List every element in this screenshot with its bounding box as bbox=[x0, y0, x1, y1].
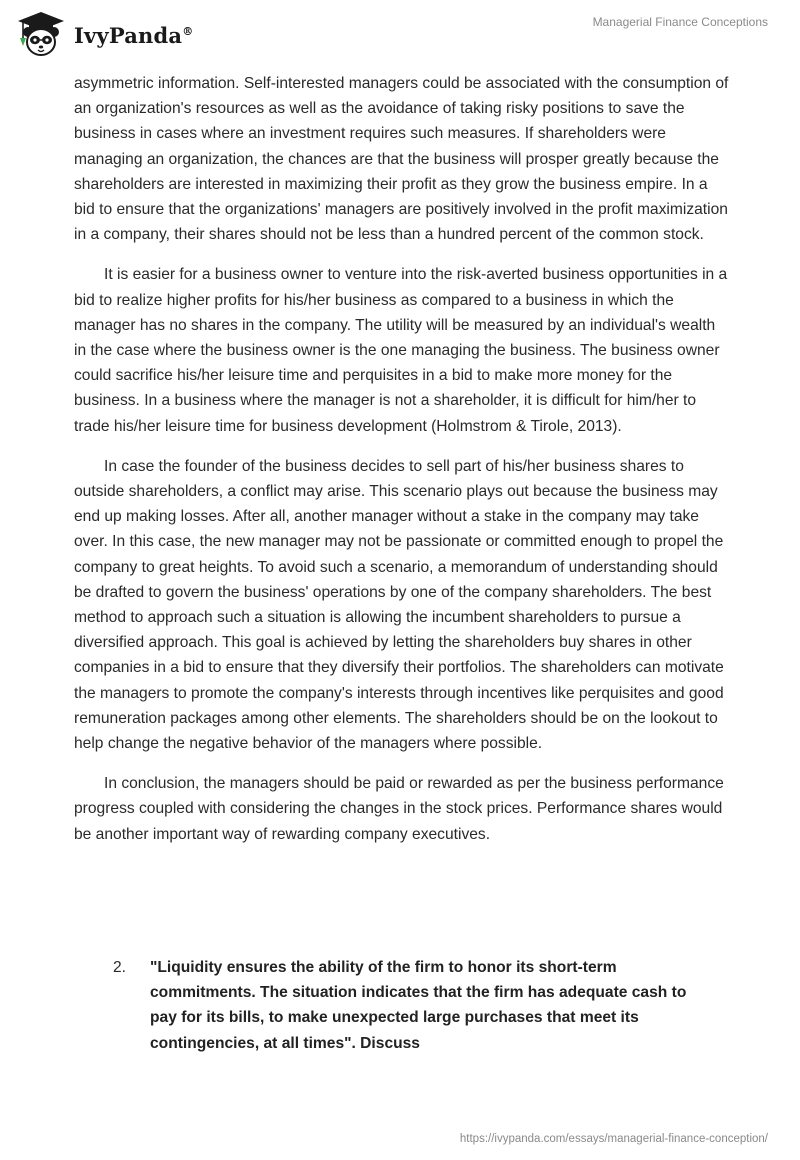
logo[interactable] bbox=[14, 8, 193, 62]
document-title: Managerial Finance Conceptions bbox=[592, 15, 768, 29]
paragraph-4: In conclusion, the managers should be paid or rewarded as per the business performance progress coupled with considering the changes in the stock prices. Performance shares would be another important way of rewarding company executives. bbox=[74, 775, 724, 843]
paragraph-2: It is easier for a business owner to venture into the risk-averted business opportunities in a bid to realize higher profits for his/her business as compared to a business in which the manager has no shares in the company. The utility will be measured by an individual's wealth in the case where the business owner is the one managing the business. The business owner could sacrifice his/her leisure time and perquisites in a bid to make more money for the business. In a business where the manager is not a shareholder, it is difficult for him/her to trade his/her leisure time for business development (Holmstrom & Tirole, 2013). bbox=[74, 266, 728, 435]
logo-text: IvyPanda® bbox=[74, 22, 194, 48]
page-header bbox=[0, 0, 800, 70]
essay-body bbox=[74, 71, 730, 862]
source-url[interactable]: https://ivypanda.com/essays/managerial-finance-conception/ bbox=[459, 1133, 768, 1145]
paragraph-3: In case the founder of the business decides to sell part of his/her business shares to outside shareholders, a conflict may arise. This scenario plays out because the business may end up making losses. After all, another manager without a stake in the company may take over. In this case, the new manager may not be passionate or committed enough to propel the company to great heights. To avoid such a scenario, a memorandum of understanding should be drafted to govern the business' operations by one of the company shareholders. The best method to approach such a situation is allowing the incumbent shareholders to pursue a diversified approach. This goal is achieved by letting the shareholders buy shares in other companies in a bid to ensure that they diversify their portfolios. The shareholders can motivate the managers to promote the company's interests through incentives like perquisites and good remuneration packages among other elements. The shareholders should be on the lookout to help change the negative behavior of the managers where possible. bbox=[74, 457, 724, 753]
panda-graduate-icon bbox=[14, 8, 68, 62]
question-list-item bbox=[38, 955, 690, 1056]
list-number: 2. bbox=[112, 959, 126, 976]
paragraph-1: asymmetric information. Self-interested managers could be associated with the consumption of an organization's resources as well as the avoidance of taking risky positions to save the business in cases where an investment requires such measures. If shareholders were managing an organization, the chances are that the business will prosper greatly because the shareholders are interested in maximizing their profit as they grow the business empire. In a bid to ensure that the organizations' managers are positively involved in the profit maximization in a company, their shares should not be less than a hundred percent of the common stock. bbox=[74, 75, 729, 244]
question-text: "Liquidity ensures the ability of the firm to honor its short-term commitments. The situation indicates that the firm has adequate cash to pay for its bills, to make unexpected large purchases that meet its contingencies, at all times". Discuss bbox=[150, 959, 687, 1052]
